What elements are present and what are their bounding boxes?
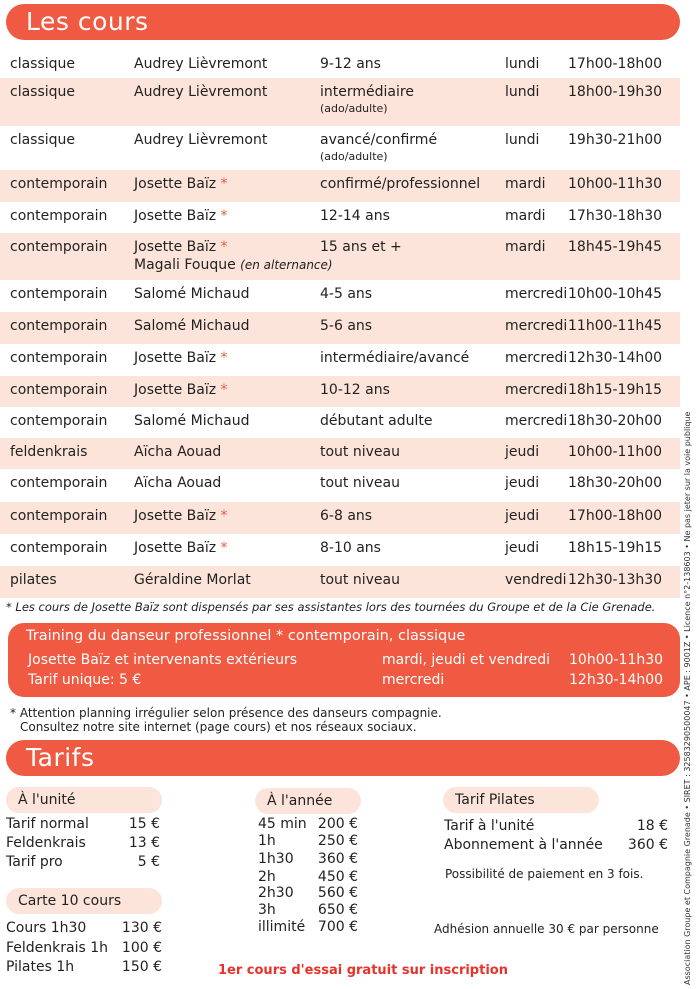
asterisk: * xyxy=(220,508,228,524)
day: mercredi xyxy=(505,318,568,334)
course-row xyxy=(0,170,680,202)
time: 18h45-19h45 xyxy=(568,239,663,255)
course-row xyxy=(0,233,680,280)
level-text: 5-6 ans xyxy=(320,318,373,334)
adhesion-note: Adhésion annuelle 30 € par personne xyxy=(434,922,659,936)
day: mercredi xyxy=(505,286,568,302)
course-row xyxy=(0,126,680,170)
discipline: contemporain xyxy=(10,382,108,398)
level-text: 10-12 ans xyxy=(320,382,390,398)
level-text: tout niveau xyxy=(320,572,400,588)
discipline: classique xyxy=(10,84,76,100)
price-value: 700 € xyxy=(317,919,358,935)
discipline: pilates xyxy=(10,572,57,588)
course-row xyxy=(0,407,680,438)
teacher xyxy=(134,350,228,366)
level-text: 15 ans et + xyxy=(320,239,402,255)
teacher xyxy=(134,239,333,273)
teacher xyxy=(134,208,228,224)
price-value: 650 € xyxy=(317,902,358,918)
price-label: 1h30 xyxy=(258,851,294,867)
discipline: contemporain xyxy=(10,208,108,224)
teacher xyxy=(134,56,267,72)
price-value: 450 € xyxy=(317,869,358,885)
teacher-name: Salomé Michaud xyxy=(134,413,250,429)
level xyxy=(320,508,372,524)
time: 18h30-20h00 xyxy=(568,413,663,429)
pill-annee: À l'année xyxy=(255,788,361,814)
day: mardi xyxy=(505,208,546,224)
time: 17h00-18h00 xyxy=(568,56,663,72)
price-label: Tarif pro xyxy=(6,854,63,870)
level xyxy=(320,176,480,192)
level-text: 12-14 ans xyxy=(320,208,390,224)
price-label: Tarif normal xyxy=(6,816,89,832)
time: 17h00-18h00 xyxy=(568,508,663,524)
day: lundi xyxy=(505,132,540,148)
note-line-1: * Attention planning irrégulier selon présence des danseurs compagnie. xyxy=(10,706,442,720)
level xyxy=(320,84,414,115)
teacher xyxy=(134,508,228,524)
asterisk: * xyxy=(220,239,228,255)
time: 10h00-11h30 xyxy=(568,176,663,192)
level-text: tout niveau xyxy=(320,444,400,460)
level xyxy=(320,318,372,334)
training-time-1: 10h00-11h30 xyxy=(569,652,664,668)
teacher xyxy=(134,382,228,398)
level xyxy=(320,444,400,460)
discipline: contemporain xyxy=(10,318,108,334)
footnote: * Les cours de Josette Baïz sont dispensés par ses assistantes lors des tournées du Groupe et de la Cie Grenade. xyxy=(6,600,656,614)
course-row xyxy=(0,280,680,312)
discipline: contemporain xyxy=(10,475,108,491)
training-title: Training du danseur professionnel * contemporain, classique xyxy=(26,628,466,644)
price-label: Feldenkrais xyxy=(6,835,86,851)
course-row xyxy=(0,202,680,233)
training-box xyxy=(8,623,680,697)
price-label: Tarif à l'unité xyxy=(444,818,535,834)
asterisk: * xyxy=(220,540,228,556)
day: jeudi xyxy=(505,540,540,556)
day: mardi xyxy=(505,176,546,192)
training-days-1: mardi, jeudi et vendredi xyxy=(382,652,551,668)
teacher xyxy=(134,444,221,460)
level xyxy=(320,208,390,224)
price-label: Cours 1h30 xyxy=(6,920,87,936)
teacher-name: Salomé Michaud xyxy=(134,318,250,334)
teacher-2-note: (en alternance) xyxy=(240,258,333,272)
level-text: intermédiaire/avancé xyxy=(320,350,470,366)
pill-unite: À l'unité xyxy=(6,787,162,813)
price-value: 18 € xyxy=(636,818,668,834)
discipline: contemporain xyxy=(10,350,108,366)
price-label: Feldenkrais 1h xyxy=(6,940,109,956)
time: 18h15-19h15 xyxy=(568,382,663,398)
note-line-2: Consultez notre site internet (page cours) et nos réseaux sociaux. xyxy=(20,720,417,734)
teacher xyxy=(134,572,251,588)
day: jeudi xyxy=(505,508,540,524)
course-row xyxy=(0,566,680,598)
asterisk: * xyxy=(220,208,228,224)
time: 19h30-21h00 xyxy=(568,132,663,148)
level xyxy=(320,132,437,163)
discipline: contemporain xyxy=(10,540,108,556)
teacher-name: Audrey Lièvremont xyxy=(134,56,268,72)
teacher-name: Josette Baïz xyxy=(134,239,217,255)
level xyxy=(320,382,390,398)
teacher-name: Josette Baïz xyxy=(134,508,217,524)
paiement-note: Possibilité de paiement en 3 fois. xyxy=(445,867,644,881)
course-row xyxy=(0,312,680,344)
day: mercredi xyxy=(505,382,568,398)
teacher-name: Audrey Lièvremont xyxy=(134,132,268,148)
teacher-name: Josette Baïz xyxy=(134,540,217,556)
price-label: Abonnement à l'année xyxy=(444,837,603,853)
price-label: illimité xyxy=(258,919,306,935)
price-value: 560 € xyxy=(317,885,358,901)
level-text: 4-5 ans xyxy=(320,286,373,302)
price-label: 1h xyxy=(258,833,276,849)
pill-carte: Carte 10 cours xyxy=(6,888,162,914)
discipline: contemporain xyxy=(10,413,108,429)
discipline: contemporain xyxy=(10,508,108,524)
level-text: 8-10 ans xyxy=(320,540,381,556)
teacher-name: Josette Baïz xyxy=(134,350,217,366)
level-text: avancé/confirmé xyxy=(320,132,438,148)
level-text: intermédiaire xyxy=(320,84,414,100)
level-text: 6-8 ans xyxy=(320,508,373,524)
asterisk: * xyxy=(220,176,228,192)
time: 10h00-10h45 xyxy=(568,286,663,302)
teacher xyxy=(134,84,267,100)
teacher-name: Aïcha Aouad xyxy=(134,475,222,491)
pill-pilates: Tarif Pilates xyxy=(443,787,599,813)
price-label: 2h30 xyxy=(258,885,294,901)
level xyxy=(320,572,400,588)
level xyxy=(320,475,400,491)
day: mardi xyxy=(505,239,546,255)
planning-note xyxy=(10,706,442,734)
level-sub: (ado/adulte) xyxy=(320,102,388,115)
training-time-2: 12h30-14h00 xyxy=(569,672,664,688)
price-label: 45 min xyxy=(258,816,307,832)
discipline: classique xyxy=(10,56,76,72)
teacher xyxy=(134,318,250,334)
asterisk: * xyxy=(220,350,228,366)
time: 17h30-18h30 xyxy=(568,208,663,224)
teacher-name: Géraldine Morlat xyxy=(134,572,251,588)
training-tarif: Tarif unique: 5 € xyxy=(28,672,142,688)
price-label: Pilates 1h xyxy=(6,959,75,975)
price-value: 5 € xyxy=(137,854,160,870)
price-value: 360 € xyxy=(627,837,668,853)
level xyxy=(320,540,381,556)
discipline: feldenkrais xyxy=(10,444,88,460)
teacher xyxy=(134,540,228,556)
price-label: 3h xyxy=(258,902,276,918)
level xyxy=(320,413,432,429)
time: 18h15-19h15 xyxy=(568,540,663,556)
teacher xyxy=(134,413,250,429)
day: lundi xyxy=(505,84,540,100)
course-row xyxy=(0,534,680,566)
level xyxy=(320,286,372,302)
discipline: contemporain xyxy=(10,239,108,255)
teacher-name: Josette Baïz xyxy=(134,382,217,398)
teacher xyxy=(134,132,267,148)
price-value: 13 € xyxy=(128,835,160,851)
course-row xyxy=(0,376,680,407)
course-row xyxy=(0,344,680,376)
day: lundi xyxy=(505,56,540,72)
teacher-name: Josette Baïz xyxy=(134,176,217,192)
price-value: 130 € xyxy=(121,920,162,936)
course-row xyxy=(0,50,680,78)
day: mercredi xyxy=(505,350,568,366)
discipline: contemporain xyxy=(10,176,108,192)
legal-text: Association Groupe et Compagnie Grenade • SIRET : 32583290500047 • APE : 9001Z • Licence n°2-138603 • Ne pas jeter sur la voie publique xyxy=(683,411,692,985)
course-row xyxy=(0,469,680,502)
time: 18h30-20h00 xyxy=(568,475,663,491)
course-row xyxy=(0,78,680,126)
course-row xyxy=(0,438,680,469)
teacher-name: Audrey Lièvremont xyxy=(134,84,268,100)
level-text: tout niveau xyxy=(320,475,400,491)
course-row xyxy=(0,502,680,534)
level-text: confirmé/professionnel xyxy=(320,176,481,192)
discipline: contemporain xyxy=(10,286,108,302)
teacher-name: Aïcha Aouad xyxy=(134,444,222,460)
time: 11h00-11h45 xyxy=(568,318,663,334)
price-value: 360 € xyxy=(317,851,358,867)
price-value: 100 € xyxy=(121,940,162,956)
time: 10h00-11h00 xyxy=(568,444,663,460)
essai-note: 1er cours d'essai gratuit sur inscription xyxy=(218,963,508,978)
price-value: 150 € xyxy=(121,959,162,975)
teacher xyxy=(134,176,228,192)
time: 18h00-19h30 xyxy=(568,84,663,100)
level xyxy=(320,350,469,366)
teacher-name: Salomé Michaud xyxy=(134,286,250,302)
teacher xyxy=(134,286,250,302)
teacher-name: Josette Baïz xyxy=(134,208,217,224)
price-value: 15 € xyxy=(128,816,160,832)
day: jeudi xyxy=(505,475,540,491)
time: 12h30-14h00 xyxy=(568,350,663,366)
discipline: classique xyxy=(10,132,76,148)
training-teachers: Josette Baïz et intervenants extérieurs xyxy=(28,652,298,668)
price-value: 250 € xyxy=(317,833,358,849)
level xyxy=(320,239,402,255)
price-value: 200 € xyxy=(317,816,358,832)
level-text: 9-12 ans xyxy=(320,56,381,72)
teacher xyxy=(134,475,221,491)
day: vendredi xyxy=(505,572,567,588)
day: mercredi xyxy=(505,413,568,429)
asterisk: * xyxy=(220,382,228,398)
time: 12h30-13h30 xyxy=(568,572,663,588)
section-header-tarifs: Tarifs xyxy=(6,740,680,776)
level xyxy=(320,56,381,72)
training-days-2: mercredi xyxy=(382,672,445,688)
section-header-cours: Les cours xyxy=(6,4,680,40)
day: jeudi xyxy=(505,444,540,460)
level-sub: (ado/adulte) xyxy=(320,150,388,163)
price-label: 2h xyxy=(258,869,276,885)
level-text: débutant adulte xyxy=(320,413,433,429)
teacher-2: Magali Fouque xyxy=(134,257,236,273)
